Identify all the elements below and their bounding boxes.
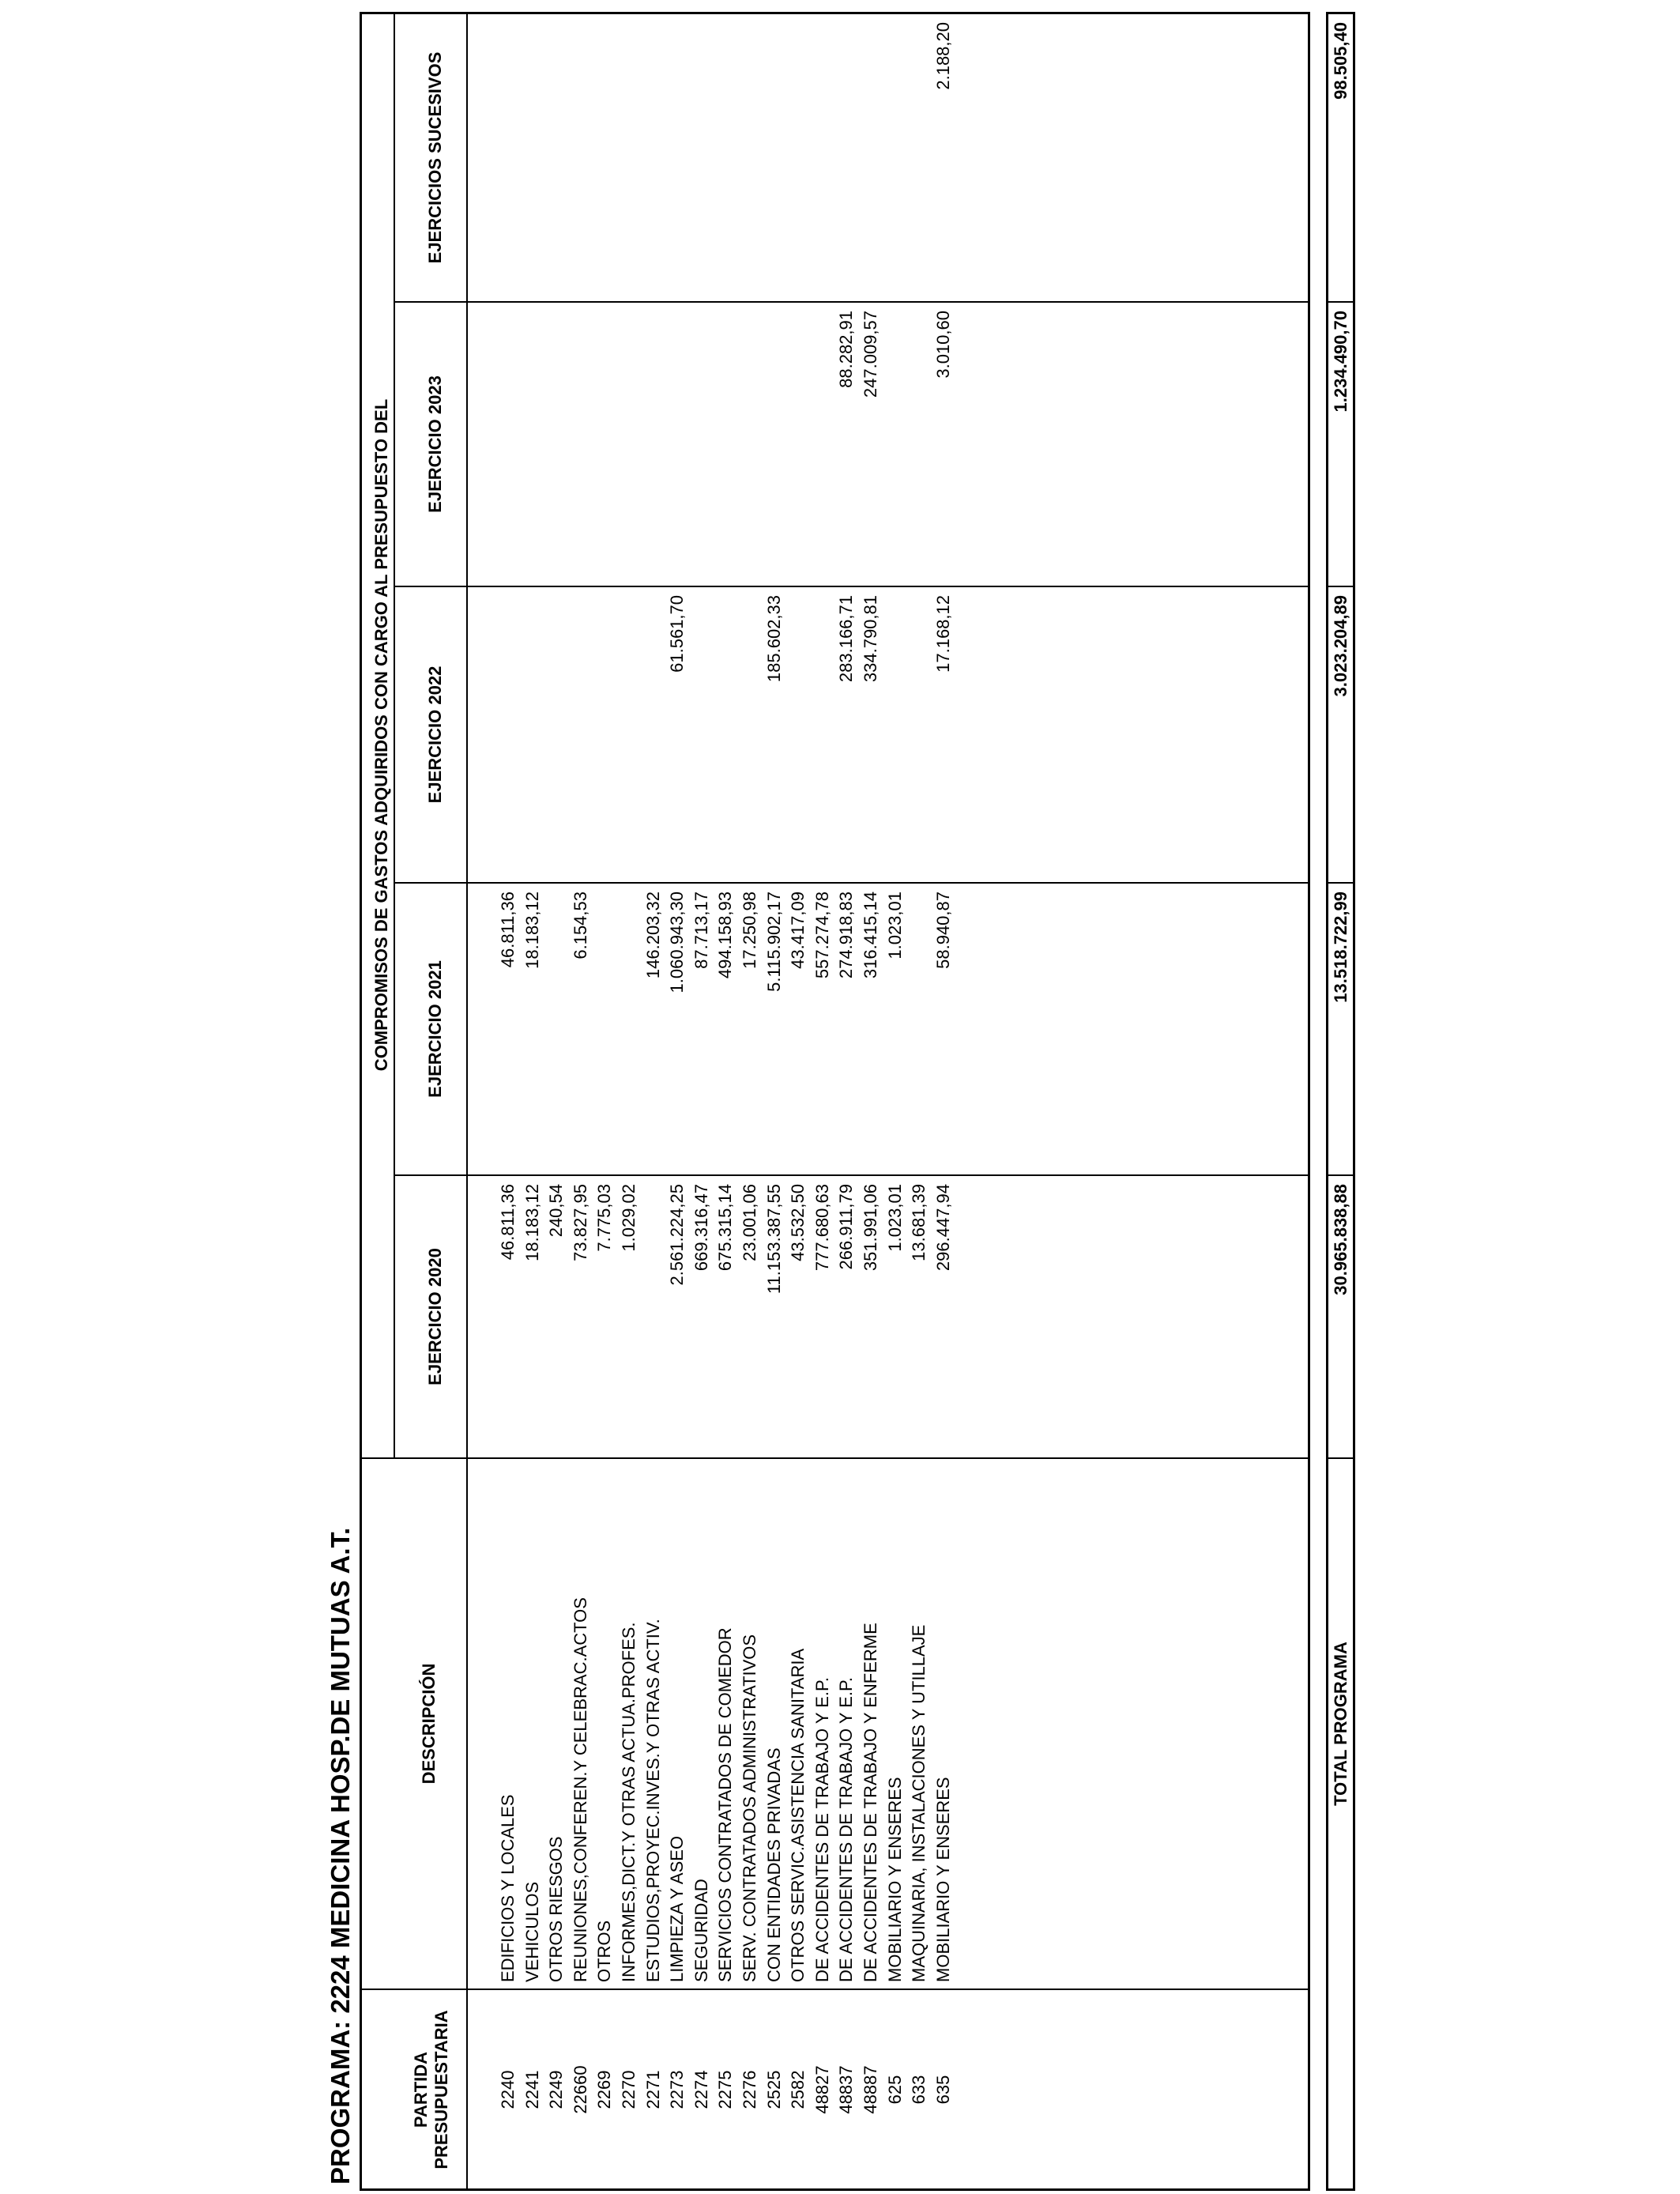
cell-ejercicio-2021: 557.274,78: [812, 892, 832, 979]
cell-ejercicio-2021: [593, 892, 616, 1174]
cell-ejercicios-sucesivos: [642, 22, 665, 301]
table-row: [642, 0, 666, 2194]
cell-partida: 635: [932, 2075, 953, 2105]
total-table-border-bottom: [1353, 13, 1355, 2191]
table-row: [834, 0, 859, 2194]
header-ejercicio-2020: EJERCICIO 2020: [425, 1248, 445, 1385]
page-title: PROGRAMA: 2224 MEDICINA HOSP.DE MUTUAS A.T.: [326, 1527, 355, 2185]
cell-ejercicio-2022: [569, 595, 593, 882]
cell-ejercicios-sucesivos: [665, 22, 689, 301]
total-2023: 1.234.490,70: [1331, 311, 1350, 413]
total-sep-2022: [1326, 586, 1355, 587]
cell-ejercicio-2021: 87.713,17: [691, 892, 711, 969]
cell-ejercicios-sucesivos: [593, 22, 616, 301]
cell-ejercicios-sucesivos: [811, 22, 834, 301]
cell-ejercicio-2022: [690, 595, 714, 882]
cell-ejercicio-2022: [496, 595, 520, 882]
cell-ejercicio-2022: [811, 595, 834, 882]
cell-partida: 2525: [763, 2070, 784, 2109]
cell-ejercicios-sucesivos: 2.188,20: [932, 22, 953, 90]
cell-descripcion: ESTUDIOS,PROYEC.INVES.Y OTRAS ACTIV.: [642, 1619, 663, 1982]
total-table-border-left: [1326, 2188, 1355, 2191]
total-table-border-right: [1326, 12, 1355, 14]
cell-partida: 2273: [667, 2070, 687, 2109]
cell-ejercicio-2023: [642, 311, 665, 586]
table-row: [521, 0, 545, 2194]
cell-ejercicio-2020: 46.811,36: [498, 1184, 518, 1261]
total-2021: 13.518.722,99: [1331, 892, 1350, 1003]
cell-partida: 2582: [788, 2070, 808, 2109]
cell-ejercicio-2020: 1.023,01: [884, 1184, 905, 1252]
cell-ejercicio-2023: 88.282,91: [836, 311, 857, 388]
cell-ejercicio-2021: [544, 892, 568, 1174]
cell-ejercicio-2020: 1.029,02: [619, 1184, 638, 1252]
cell-ejercicio-2021: 274.918,83: [836, 892, 857, 979]
table-row: [496, 0, 521, 2194]
cell-ejercicio-2022: [521, 595, 544, 882]
cell-ejercicios-sucesivos: [690, 22, 714, 301]
cell-ejercicio-2020: 777.680,63: [812, 1184, 832, 1272]
cell-ejercicio-2022: [617, 595, 641, 882]
table-row: [544, 0, 569, 2194]
total-sep-2021: [1326, 882, 1355, 884]
cell-ejercicio-2022: [544, 595, 568, 882]
cell-ejercicio-2023: [593, 311, 616, 586]
cell-ejercicio-2022: [593, 595, 616, 882]
table-row: [690, 0, 714, 2194]
cell-descripcion: CON ENTIDADES PRIVADAS: [763, 1747, 784, 1982]
header-partida: PARTIDA PRESUPUESTARIA: [411, 2010, 451, 2169]
cell-ejercicio-2023: [544, 311, 568, 586]
cell-descripcion: SERVICIOS CONTRATADOS DE COMEDOR: [715, 1627, 736, 1982]
cell-ejercicio-2021: 43.417,09: [788, 892, 808, 969]
cell-ejercicios-sucesivos: [883, 22, 907, 301]
cell-ejercicio-2023: [811, 311, 834, 586]
cell-descripcion: REUNIONES,CONFEREN.Y CELEBRAC.ACTOS: [570, 1597, 590, 1982]
cell-ejercicio-2021: [617, 892, 641, 1174]
total-sep-2023: [1326, 301, 1355, 303]
cell-partida: 22660: [570, 2065, 590, 2114]
cell-partida: 2249: [546, 2070, 567, 2109]
cell-descripcion: INFORMES,DICT.Y OTRAS ACTUA.PROFES.: [619, 1622, 638, 1982]
header-ejercicio-2023: EJERCICIO 2023: [425, 375, 445, 513]
cell-ejercicio-2022: [907, 595, 931, 882]
cell-ejercicio-2023: [521, 311, 544, 586]
table-row: [932, 0, 956, 2194]
cell-ejercicio-2020: 13.681,39: [909, 1184, 929, 1261]
cell-descripcion: SERV. CONTRATADOS ADMINISTRATIVOS: [740, 1634, 759, 1982]
cell-ejercicio-2021: 494.158,93: [715, 892, 736, 979]
cell-partida: 2240: [498, 2070, 518, 2109]
cell-ejercicios-sucesivos: [544, 22, 568, 301]
cell-ejercicios-sucesivos: [834, 22, 858, 301]
cell-ejercicio-2020: 23.001,06: [740, 1184, 759, 1261]
cell-ejercicio-2021: 46.811,36: [498, 892, 518, 968]
cell-ejercicio-2023: [569, 311, 593, 586]
table-row: [738, 0, 763, 2194]
cell-descripcion: OTROS: [594, 1920, 615, 1982]
table-row: [665, 0, 690, 2194]
cell-ejercicios-sucesivos: [496, 22, 520, 301]
cell-ejercicio-2020: [642, 1184, 665, 1457]
cell-descripcion: OTROS RIESGOS: [546, 1836, 567, 1982]
cell-ejercicio-2022: 61.561,70: [667, 595, 687, 673]
cell-descripcion: MOBILIARIO Y ENSERES: [932, 1777, 953, 1982]
cell-partida: 2274: [691, 2070, 711, 2109]
cell-partida: 2271: [642, 2070, 663, 2109]
cell-partida: 2270: [619, 2070, 638, 2109]
cell-ejercicio-2023: [786, 311, 810, 586]
cell-descripcion: OTROS SERVIC.ASISTENCIA SANITARIA: [788, 1648, 808, 1982]
cell-ejercicio-2022: [642, 595, 665, 882]
cell-ejercicio-2021: 17.250,98: [740, 892, 759, 969]
total-table-border-top: [1326, 13, 1328, 2191]
cell-ejercicio-2020: 73.827,95: [570, 1184, 590, 1261]
total-2020: 30.965.838,88: [1331, 1184, 1350, 1295]
total-sep-2020: [1326, 1174, 1355, 1176]
cell-ejercicio-2023: [714, 311, 737, 586]
cell-ejercicio-2022: 185.602,33: [763, 595, 784, 683]
cell-partida: 633: [909, 2075, 929, 2105]
cell-partida: 48827: [812, 2065, 832, 2114]
cell-ejercicio-2021: 146.203,32: [642, 892, 663, 979]
cell-ejercicio-2021: 1.060.943,30: [667, 892, 687, 993]
cell-ejercicio-2023: [617, 311, 641, 586]
cell-ejercicio-2022: 283.166,71: [836, 595, 857, 683]
table-row: [593, 0, 617, 2194]
cell-descripcion: EDIFICIOS Y LOCALES: [498, 1794, 518, 1982]
cell-ejercicio-2022: [883, 595, 907, 882]
cell-ejercicio-2020: 11.153.387,55: [763, 1184, 784, 1295]
table-row: [569, 0, 593, 2194]
cell-ejercicio-2023: [738, 311, 762, 586]
cell-ejercicio-2021: 5.115.902,17: [763, 892, 784, 992]
table-row: [617, 0, 642, 2194]
cell-partida: 2241: [522, 2070, 542, 2109]
table-row: [859, 0, 883, 2194]
cell-ejercicio-2023: [665, 311, 689, 586]
cell-ejercicio-2023: [907, 311, 931, 586]
cell-ejercicio-2020: 669.316,47: [691, 1184, 711, 1272]
cell-ejercicio-2020: 675.315,14: [715, 1184, 736, 1272]
cell-descripcion: SEGURIDAD: [691, 1879, 711, 1982]
cell-partida: 48837: [836, 2065, 857, 2114]
cell-ejercicio-2023: [690, 311, 714, 586]
table-row: [786, 0, 811, 2194]
cell-partida: 48887: [861, 2065, 880, 2114]
cell-descripcion: VEHICULOS: [522, 1881, 542, 1982]
total-label: TOTAL PROGRAMA: [1331, 1642, 1350, 1806]
cell-ejercicio-2023: 3.010,60: [932, 311, 953, 379]
cell-ejercicio-2021: 18.183,12: [522, 892, 542, 969]
cell-ejercicio-2021: 6.154,53: [570, 892, 590, 959]
cell-descripcion: DE ACCIDENTES DE TRABAJO Y E.P.: [812, 1677, 832, 1982]
cell-ejercicios-sucesivos: [907, 22, 931, 301]
cell-ejercicio-2022: 17.168,12: [932, 595, 953, 673]
cell-descripcion: DE ACCIDENTES DE TRABAJO Y ENFERME: [861, 1623, 880, 1982]
table-row: [811, 0, 835, 2194]
table-row: [714, 0, 738, 2194]
cell-ejercicio-2021: [907, 892, 931, 1174]
header-ejercicio-2022: EJERCICIO 2022: [425, 665, 445, 804]
cell-partida: 2276: [740, 2070, 759, 2109]
cell-partida: 625: [884, 2075, 905, 2105]
cell-ejercicio-2021: 1.023,01: [884, 892, 905, 959]
cell-ejercicios-sucesivos: [521, 22, 544, 301]
cell-ejercicio-2021: 58.940,87: [932, 892, 953, 969]
cell-ejercicios-sucesivos: [569, 22, 593, 301]
cell-ejercicio-2023: [883, 311, 907, 586]
cell-ejercicio-2020: 2.561.224,25: [667, 1184, 687, 1286]
cell-descripcion: LIMPIEZA Y ASEO: [667, 1835, 687, 1982]
cell-partida: 2275: [715, 2070, 736, 2109]
cell-ejercicio-2020: 240,54: [546, 1184, 567, 1238]
cell-descripcion: MOBILIARIO Y ENSERES: [884, 1777, 905, 1982]
cell-ejercicio-2020: 296.447,94: [932, 1184, 953, 1272]
cell-ejercicio-2021: 316.415,14: [861, 892, 880, 979]
header-descripcion: DESCRIPCIÓN: [419, 1663, 439, 1785]
table-row: [907, 0, 932, 2194]
cell-ejercicio-2020: 43.532,50: [788, 1184, 808, 1261]
header-ejercicio-2021: EJERCICIO 2021: [425, 960, 445, 1098]
cell-descripcion: MAQUINARIA, INSTALACIONES Y UTILLAJE: [909, 1624, 929, 1982]
cell-ejercicio-2022: [738, 595, 762, 882]
cell-ejercicios-sucesivos: [714, 22, 737, 301]
table-row: [763, 0, 787, 2194]
cell-ejercicio-2022: 334.790,81: [861, 595, 880, 683]
cell-partida: 2269: [594, 2070, 615, 2109]
cell-descripcion: DE ACCIDENTES DE TRABAJO Y E.P.: [836, 1677, 857, 1982]
total-sucesivos: 98.505,40: [1331, 22, 1350, 100]
cell-ejercicio-2020: 351.991,06: [861, 1184, 880, 1272]
cell-ejercicios-sucesivos: [859, 22, 883, 301]
cell-ejercicio-2020: 18.183,12: [522, 1184, 542, 1261]
table-row: [883, 0, 908, 2194]
cell-ejercicio-2023: [763, 311, 786, 586]
cell-ejercicio-2023: [496, 311, 520, 586]
cell-ejercicio-2020: 266.911,79: [836, 1184, 857, 1270]
total-2022: 3.023.204,89: [1331, 595, 1350, 697]
cell-ejercicios-sucesivos: [617, 22, 641, 301]
cell-ejercicios-sucesivos: [763, 22, 786, 301]
cell-ejercicio-2022: [786, 595, 810, 882]
cell-ejercicio-2020: 7.775,03: [594, 1184, 615, 1252]
cell-ejercicios-sucesivos: [786, 22, 810, 301]
cell-ejercicio-2023: 247.009,57: [861, 311, 880, 398]
cell-ejercicios-sucesivos: [738, 22, 762, 301]
header-ejercicios-sucesivos: EJERCICIOS SUCESIVOS: [425, 51, 445, 264]
header-compromisos: COMPROMISOS DE GASTOS ADQUIRIDOS CON CARGO AL PRESUPUESTO DEL: [371, 398, 391, 1072]
cell-ejercicio-2022: [714, 595, 737, 882]
